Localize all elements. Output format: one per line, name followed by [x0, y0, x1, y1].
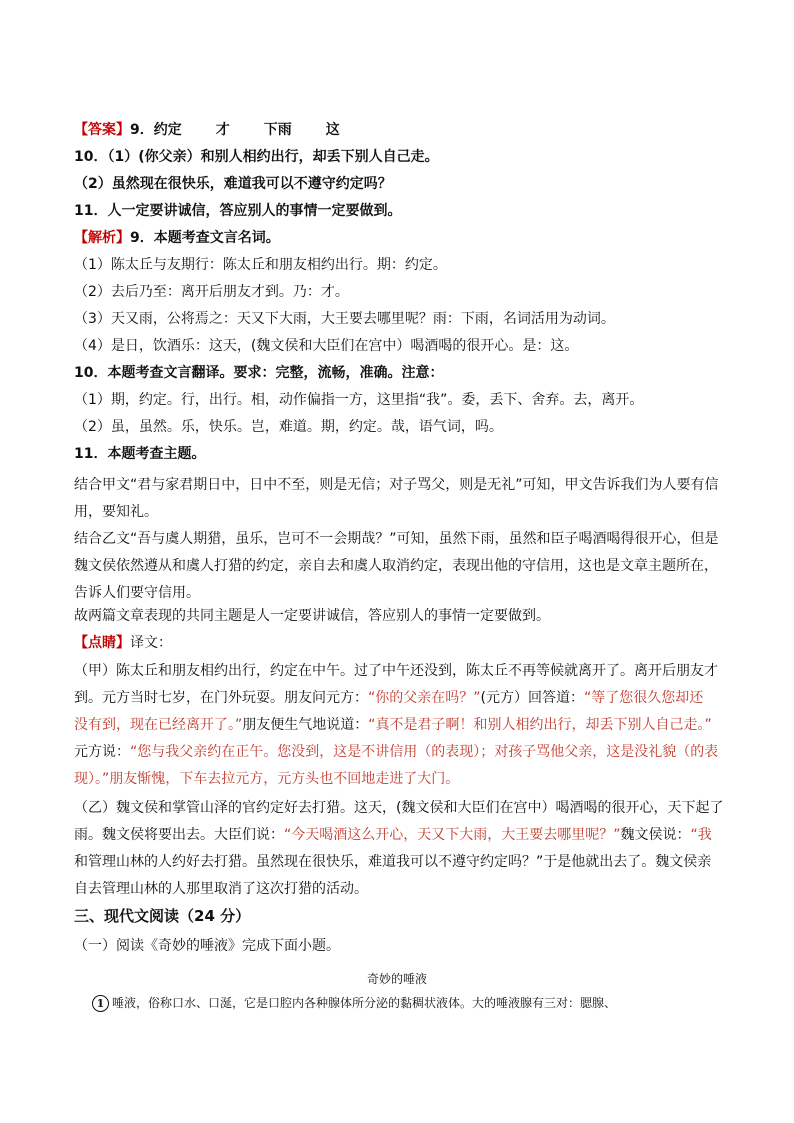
translation-quote: “今天喝酒这么开心，天又下大雨，大王要去哪里呢？” [284, 827, 621, 843]
analysis-11-paragraph: 结合乙文“吾与虞人期猎，虽乐，岂可不一会期哉？”可知，虽然下雨，虽然和臣子喝酒喝得很开心，但是魏文侯依然遵从和虞人打猎的约定，亲自去和虞人取消约定，表现出他的守信用，这也是文章主题所在，告诉人们要守信用。 [74, 531, 719, 601]
paragraph-number: 1 [92, 995, 109, 1012]
translation-quote: “等了您很久您却还 [583, 690, 704, 706]
analysis-11-conclusion: 故两篇文章表现的共同主题是人一定要讲诚信，答应别人的事情一定要做到。 [74, 608, 550, 624]
analysis-11-paragraph: 结合甲文“君与家君期日中，日中不至，则是无信；对子骂父，则是无礼”可知，甲文告诉我们为人要有信用，要知礼。 [74, 477, 719, 520]
translation-quote: “你的父亲在吗？” [368, 690, 481, 706]
section-heading: 三、现代文阅读（24 分） [74, 907, 251, 925]
translation-text: (元方）回答道： [480, 690, 584, 706]
translation-quote: “我 [690, 827, 712, 843]
answer-9-item: 这 [325, 122, 340, 138]
answer-10-1: 10．（1）(你父亲）和别人相约出行，却丢下别人自己走。 [74, 149, 439, 165]
answer-tag: 【答案】 [74, 122, 130, 138]
reading-title: 奇妙的唾液 [366, 972, 427, 986]
translation-jia-line [74, 716, 724, 734]
translation-text: 朋友便生气地说道： [242, 717, 369, 733]
translation-yi-line [74, 826, 724, 844]
translation-quote: “您与我父亲约在正午。您没到，这是不讲信用（的表现）；对孩子骂他父亲，这是没礼貌（的表 [130, 744, 719, 760]
analysis-9-1: （1）陈太丘与友期行：陈太丘和朋友相约出行。期：约定。 [74, 257, 447, 273]
translation-text: 到。元方当时七岁，在门外玩耍。朋友问元方： [74, 690, 368, 706]
section-instruction: （一）阅读《奇妙的唾液》完成下面小题。 [74, 938, 340, 954]
analysis-tag: 【解析】 [74, 230, 130, 246]
analysis-9-2: （2）去后乃至：离开后朋友才到。乃：才。 [74, 284, 349, 300]
answer-line-9 [74, 121, 724, 139]
analysis-9-4: （4）是日，饮酒乐：这天，(魏文侯和大臣们在宫中）喝酒喝的很开心。是：这。 [74, 338, 579, 354]
answer-9-item: 才 [215, 122, 230, 138]
translation-text: 雨。魏文侯将要出去。大臣们说： [74, 827, 284, 843]
analysis-10-1: （1）期，约定。行，出行。相，动作偏指一方，这里指“我”。委，丢下、舍弃。去，离开。 [74, 392, 644, 408]
analysis-10-intro: 10．本题考查文言翻译。要求：完整，流畅，准确。注意： [74, 365, 444, 381]
translation-text: 元方说： [74, 744, 130, 760]
answer-11: 11．人一定要讲诚信，答应别人的事情一定要做到。 [74, 203, 402, 219]
translation-jia-line: （甲）陈太丘和朋友相约出行，约定在中午。过了中午还没到，陈太丘不再等候就离开了。离开后朋友才 [74, 663, 718, 679]
translation-quote: 没有到，现在已经离开了。” [74, 717, 243, 733]
analysis-10-2: （2）虽，虽然。乐，快乐。岂，难道。期，约定。哉，语气词，吗。 [74, 419, 503, 435]
note-heading [74, 634, 724, 652]
translation-quote: “真不是君子啊！和别人相约出行，却丢下别人自己走。” [368, 717, 712, 733]
translation-yi-line: 和管理山林的人约好去打猎。虽然现在很快乐，难道我可以不遵守约定吗？”于是他就出去了。魏文侯亲 [74, 854, 712, 870]
analysis-9-intro: 9．本题考查文言名词。 [130, 230, 280, 246]
answer-10-2: （2）虽然现在很快乐，难道我可以不遵守约定吗？ [74, 176, 392, 192]
analysis-11-intro: 11．本题考查主题。 [74, 446, 206, 462]
translation-jia-line [74, 689, 724, 707]
analysis-line-9 [74, 229, 724, 247]
translation-jia-line [74, 743, 724, 761]
translation-jia-line: 现）。”朋友惭愧，下车去拉元方，元方头也不回地走进了大门。 [74, 771, 460, 787]
translation-text: 魏文侯说： [620, 827, 691, 843]
analysis-9-3: （3）天又雨，公将焉之：天又下大雨，大王要去哪里呢？雨：下雨，名词活用为动词。 [74, 311, 615, 327]
note-tag: 【点睛】 [74, 635, 130, 651]
translation-yi-line: 自去管理山林的人那里取消了这次打猎的活动。 [74, 881, 368, 897]
answer-9: 9．约定 [130, 122, 182, 138]
reading-paragraph [92, 994, 732, 1012]
note-label: 译文： [130, 635, 172, 651]
answer-9-item: 下雨 [263, 122, 292, 138]
reading-text: 唾液，俗称口水、口涎，它是口腔内各种腺体所分泌的黏稠状液体。大的唾液腺有三对：腮腺、 [112, 996, 617, 1010]
translation-yi-line: （乙）魏文侯和掌管山泽的官约定好去打猎。这天，(魏文侯和大臣们在宫中）喝酒喝的很开心，天下起了 [74, 800, 724, 816]
